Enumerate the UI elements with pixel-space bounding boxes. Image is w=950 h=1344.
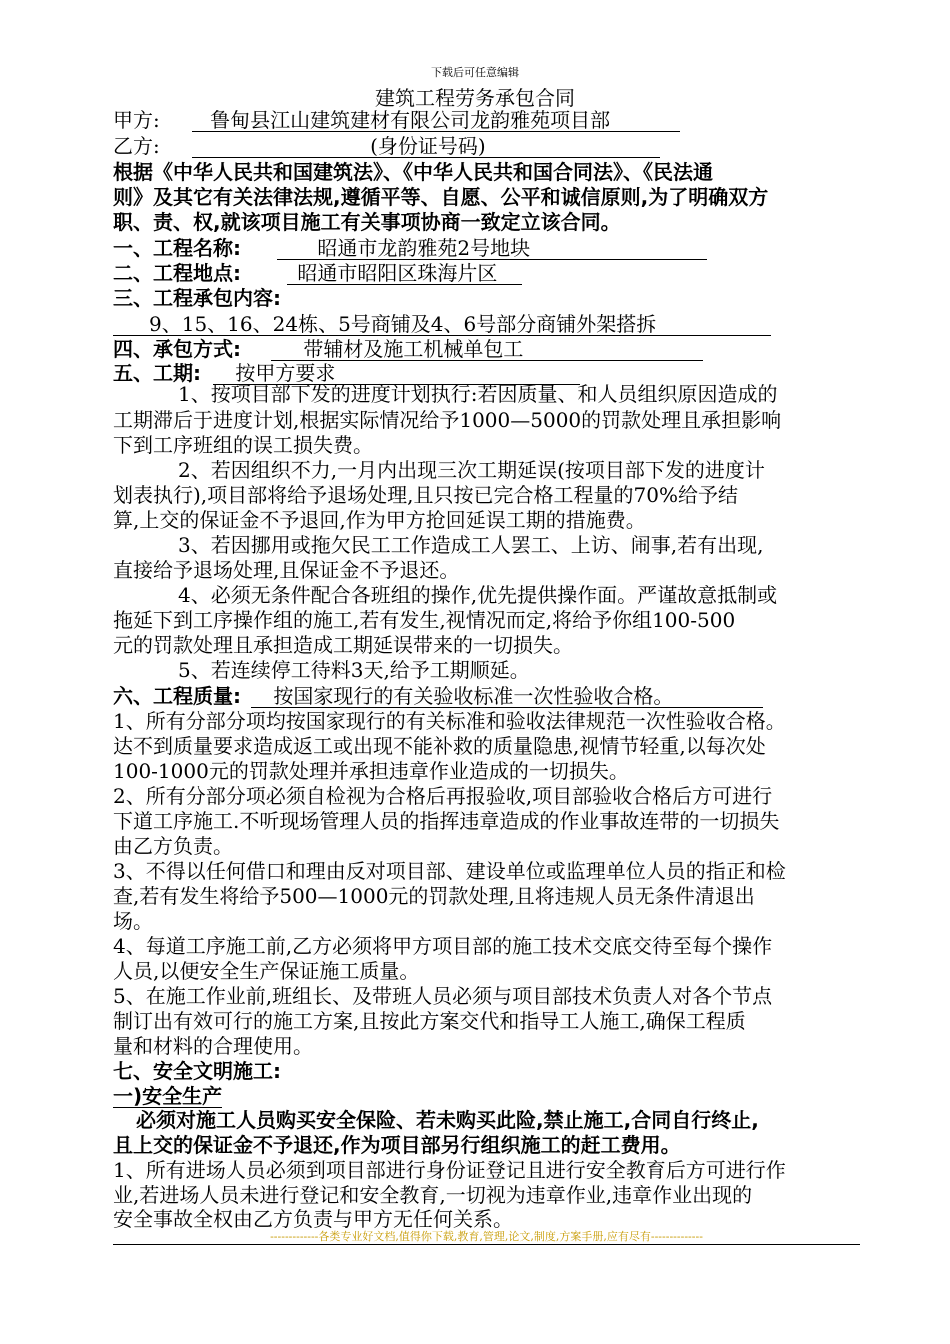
quality-clause-line: 量和材料的合理使用。	[113, 1034, 313, 1058]
schedule-clause-line: 5、若连续停工待料3天,给予工期顺延。	[178, 658, 530, 682]
party-b-value: (身份证号码)	[192, 135, 660, 158]
schedule-clause-line: 算,上交的保证金不予退回,作为甲方抢回延误工期的措施费。	[113, 508, 646, 532]
party-b-line	[113, 133, 660, 159]
quality-clause-line: 4、每道工序施工前,乙方必须将甲方项目部的施工技术交底交待至每个操作	[113, 934, 773, 958]
section-label: 五、工期:	[113, 361, 201, 385]
schedule-clause-line: 直接给予退场处理,且保证金不予退还。	[113, 558, 460, 582]
section-safety-label: 七、安全文明施工:	[113, 1059, 281, 1083]
contract-scope-value: 9、15、16、24栋、5号商铺及4、6号部分商铺外架搭拆	[113, 313, 771, 336]
section-quality	[113, 683, 763, 709]
section-contract-method	[113, 336, 703, 362]
schedule-clause-line: 1、按项目部下发的进度计划执行:若因质量、和人员组织原因造成的	[178, 382, 778, 406]
safety-clause-line: 1、所有进场人员必须到项目部进行身份证登记且进行安全教育后方可进行作	[113, 1158, 786, 1182]
safety-production-label: 一)安全生产	[113, 1084, 223, 1108]
section-label: 二、工程地点:	[113, 261, 241, 285]
section-project-location	[113, 260, 522, 286]
preamble-line: 根据《中华人民共和国建筑法》、《中华人民共和国合同法》、《民法通	[113, 160, 713, 184]
safety-clause-line: 业,若进场人员未进行登记和安全教育,一切视为违章作业,违章作业出现的	[113, 1183, 753, 1207]
contract-method-value: 带辅材及施工机械单包工	[271, 338, 703, 361]
quality-clause-line: 3、不得以任何借口和理由反对项目部、建设单位或监理单位人员的指正和检	[113, 859, 786, 883]
schedule-clause-line: 元的罚款处理且承担造成工期延误带来的一切损失。	[113, 633, 573, 657]
quality-clause-line: 2、所有分部分项必须自检视为合格后再报验收,项目部验收合格后方可进行	[113, 784, 773, 808]
quality-clause-line: 1、所有分部分项均按国家现行的有关标准和验收法律规范一次性验收合格。	[113, 709, 786, 733]
schedule-clause-line: 工期滞后于进度计划,根据实际情况给予1000—5000的罚款处理且承担影响	[113, 408, 782, 432]
schedule-clause-line: 拖延下到工序操作组的施工,若有发生,视情况而定,将给予你组100-500	[113, 608, 736, 632]
safety-bold-line: 且上交的保证金不予退还,作为项目部另行组织施工的赶工费用。	[113, 1133, 681, 1157]
footer-ad-text: -------------各类专业好文档,值得你下载,教育,管理,论文,制度,方案手册,应有尽有--------------	[270, 1230, 703, 1243]
schedule-value: 按甲方要求	[213, 362, 580, 385]
quality-clause-line: 制订出有效可行的施工方案,且按此方案交代和指导工人施工,确保工程质	[113, 1009, 746, 1033]
project-name-value: 昭通市龙韵雅苑2号地块	[277, 237, 707, 260]
safety-clause-line: 安全事故全权由乙方负责与甲方无任何关系。	[113, 1207, 513, 1231]
footer-divider	[113, 1244, 860, 1245]
preamble-line: 则》及其它有关法律法规,遵循平等、自愿、公平和诚信原则,为了明确双方	[113, 185, 769, 209]
schedule-clause-line: 划表执行),项目部将给予退场处理,且只按已完合格工程量的70%给予结	[113, 483, 738, 507]
party-b-label: 乙方:	[113, 134, 160, 158]
section-label: 一、工程名称:	[113, 236, 241, 260]
section-label: 四、承包方式:	[113, 337, 241, 361]
project-location-value: 昭通市昭阳区珠海片区	[287, 262, 522, 285]
section-project-name	[113, 235, 707, 261]
schedule-clause-line: 2、若因组织不力,一月内出现三次工期延误(按项目部下发的进度计	[178, 458, 765, 482]
preamble-line: 职、责、权,就该项目施工有关事项协商一致定立该合同。	[113, 210, 621, 234]
quality-clause-line: 下道工序施工.不听现场管理人员的指挥违章造成的作业事故连带的一切损失	[113, 809, 780, 833]
quality-clause-line: 5、在施工作业前,班组长、及带班人员必须与项目部技术负责人对各个节点	[113, 984, 773, 1008]
quality-value: 按国家现行的有关验收标准一次性验收合格。	[251, 685, 763, 708]
safety-bold-line: 必须对施工人员购买安全保险、若未购买此险,禁止施工,合同自行终止,	[136, 1108, 759, 1132]
section-label: 六、工程质量:	[113, 684, 241, 708]
section-contract-scope-label: 三、工程承包内容:	[113, 286, 281, 310]
download-note: 下载后可任意编辑	[431, 66, 519, 79]
party-a-line	[113, 107, 680, 133]
quality-clause-line: 100-1000元的罚款处理并承担违章作业造成的一切损失。	[113, 759, 629, 783]
schedule-clause-line: 4、必须无条件配合各班组的操作,优先提供操作面。严谨故意抵制或	[178, 583, 778, 607]
document-title: 建筑工程劳务承包合同	[375, 86, 575, 110]
party-a-label: 甲方:	[113, 108, 160, 132]
quality-clause-line: 达不到质量要求造成返工或出现不能补救的质量隐患,视情节轻重,以每次处	[113, 734, 766, 758]
contract-scope-line	[113, 311, 771, 337]
quality-clause-line: 由乙方负责。	[113, 834, 233, 858]
schedule-clause-line: 下到工序班组的误工损失费。	[113, 433, 373, 457]
quality-clause-line: 场。	[113, 909, 153, 933]
subsection-safety-production	[113, 1083, 222, 1109]
quality-clause-line: 人员,以便安全生产保证施工质量。	[113, 959, 420, 983]
party-a-value: 鲁甸县江山建筑建材有限公司龙韵雅苑项目部	[192, 109, 680, 132]
quality-clause-line: 查,若有发生将给予500—1000元的罚款处理,且将违规人员无条件清退出	[113, 884, 755, 908]
schedule-clause-line: 3、若因挪用或拖欠民工工作造成工人罢工、上访、闹事,若有出现,	[178, 533, 764, 557]
